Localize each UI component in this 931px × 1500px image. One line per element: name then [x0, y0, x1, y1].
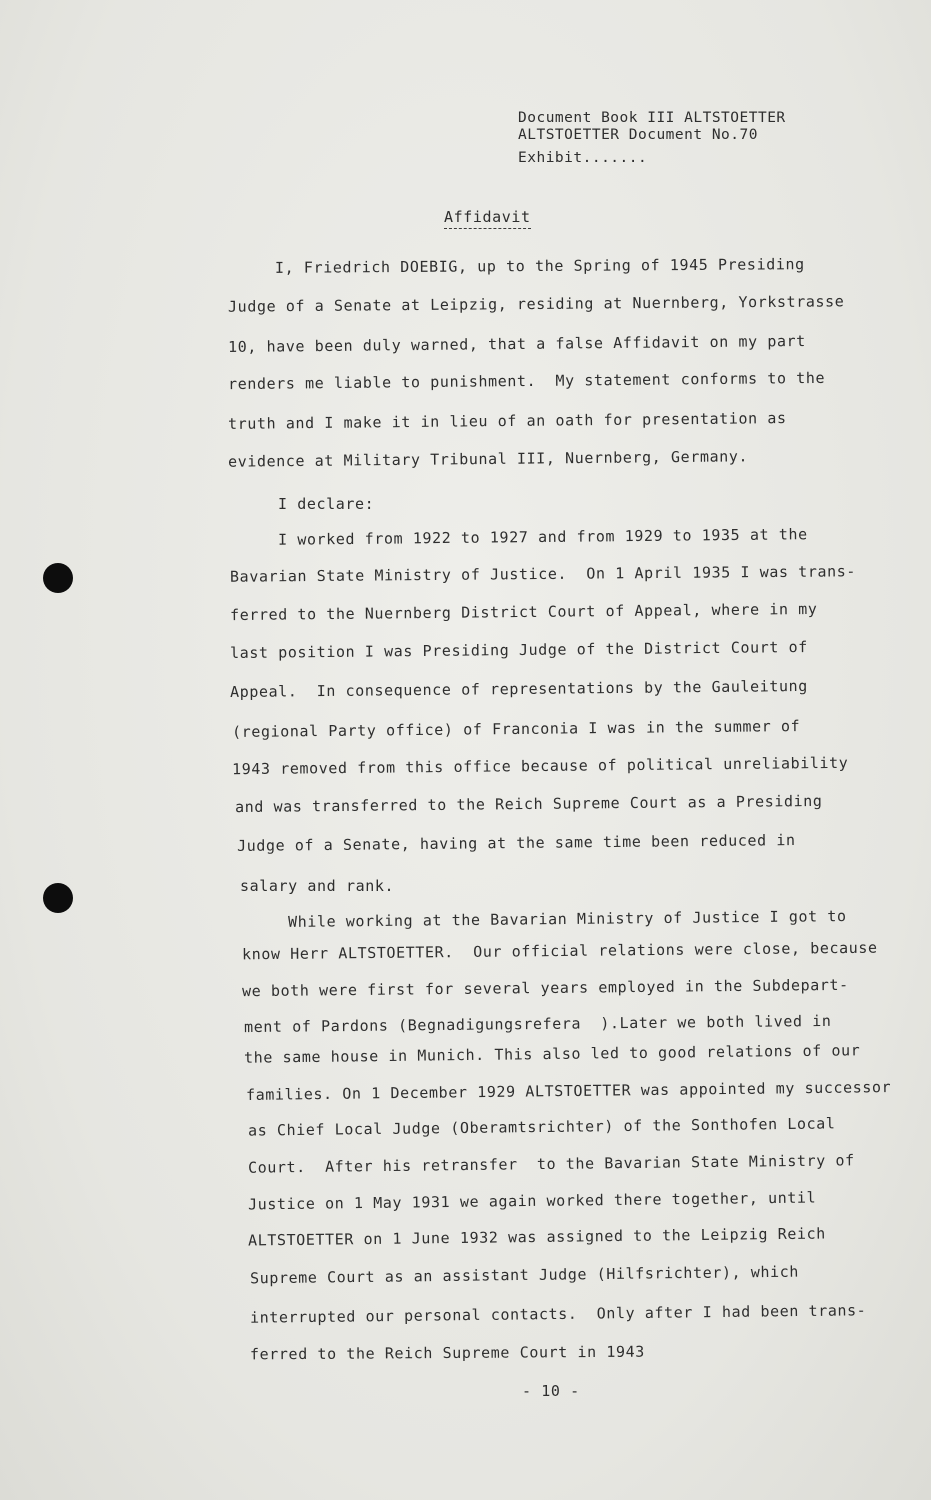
body-line: ment of Pardons (Begnadigungsrefera ).Later we both lived in — [243, 1011, 832, 1037]
body-line: ferred to the Reich Supreme Court in 1943 — [249, 1342, 645, 1364]
body-line: Appeal. In consequence of representations by the Gauleitung — [229, 676, 808, 702]
body-line: renders me liable to punishment. My statement conforms to the — [227, 368, 826, 394]
body-line: we both were first for several years employed in the Subdepart- — [241, 975, 849, 1001]
body-line: (regional Party office) of Franconia I was in the summer of — [231, 717, 801, 741]
body-line: ALTSTOETTER on 1 June 1932 was assigned to the Leipzig Reich — [247, 1224, 826, 1250]
document-number: ALTSTOETTER Document No.70 — [518, 127, 758, 143]
body-line: families. On 1 December 1929 ALTSTOETTER was appointed my successor — [245, 1078, 892, 1104]
punch-hole — [43, 563, 73, 593]
body-line: Justice on 1 May 1931 we again worked there together, until — [247, 1188, 817, 1214]
document-title: Affidavit — [444, 208, 531, 229]
body-line: last position I was Presiding Judge of the District Court of — [229, 637, 808, 663]
body-line: 1943 removed from this office because of political unreliability — [231, 753, 849, 779]
body-line: ferred to the Nuernberg District Court of Appeal, where in my — [229, 599, 818, 625]
body-line: interrupted our personal contacts. Only after I had been trans- — [249, 1301, 867, 1327]
body-line: Court. After his retransfer to the Bavarian State Ministry of — [247, 1151, 855, 1177]
body-line: salary and rank. — [240, 877, 395, 895]
body-line: Judge of a Senate, having at the same time been reduced in — [236, 831, 796, 855]
body-line: and was transferred to the Reich Supreme Court as a Presiding — [234, 791, 823, 817]
body-line: Judge of a Senate at Leipzig, residing at Nuernberg, Yorkstrasse — [227, 292, 845, 316]
exhibit-label: Exhibit....... — [518, 150, 648, 166]
body-line: While working at the Bavarian Ministry of Justice I got to — [287, 907, 847, 931]
body-line: Bavarian State Ministry of Justice. On 1 April 1935 I was trans- — [229, 562, 857, 586]
body-line: the same house in Munich. This also led to good relations of our — [243, 1041, 861, 1067]
page-number: - 10 - — [522, 1382, 580, 1400]
body-line: I declare: — [278, 495, 375, 513]
body-line: Supreme Court as an assistant Judge (Hilfsrichter), which — [249, 1262, 800, 1288]
document-book-reference: Document Book III ALTSTOETTER — [518, 110, 786, 126]
body-line: 10, have been duly warned, that a false Affidavit on my part — [227, 331, 806, 357]
body-line: know Herr ALTSTOETTER. Our official relations were close, because — [241, 938, 878, 964]
body-line: evidence at Military Tribunal III, Nuernberg, Germany. — [227, 447, 749, 471]
body-line: I, Friedrich DOEBIG, up to the Spring of 1945 Presiding — [274, 255, 805, 277]
body-line: as Chief Local Judge (Oberamtsrichter) of the Sonthofen Local — [247, 1114, 836, 1140]
punch-hole — [43, 883, 73, 913]
body-line: I worked from 1922 to 1927 and from 1929 to 1935 at the — [277, 525, 808, 549]
body-line: truth and I make it in lieu of an oath for presentation as — [227, 409, 787, 433]
